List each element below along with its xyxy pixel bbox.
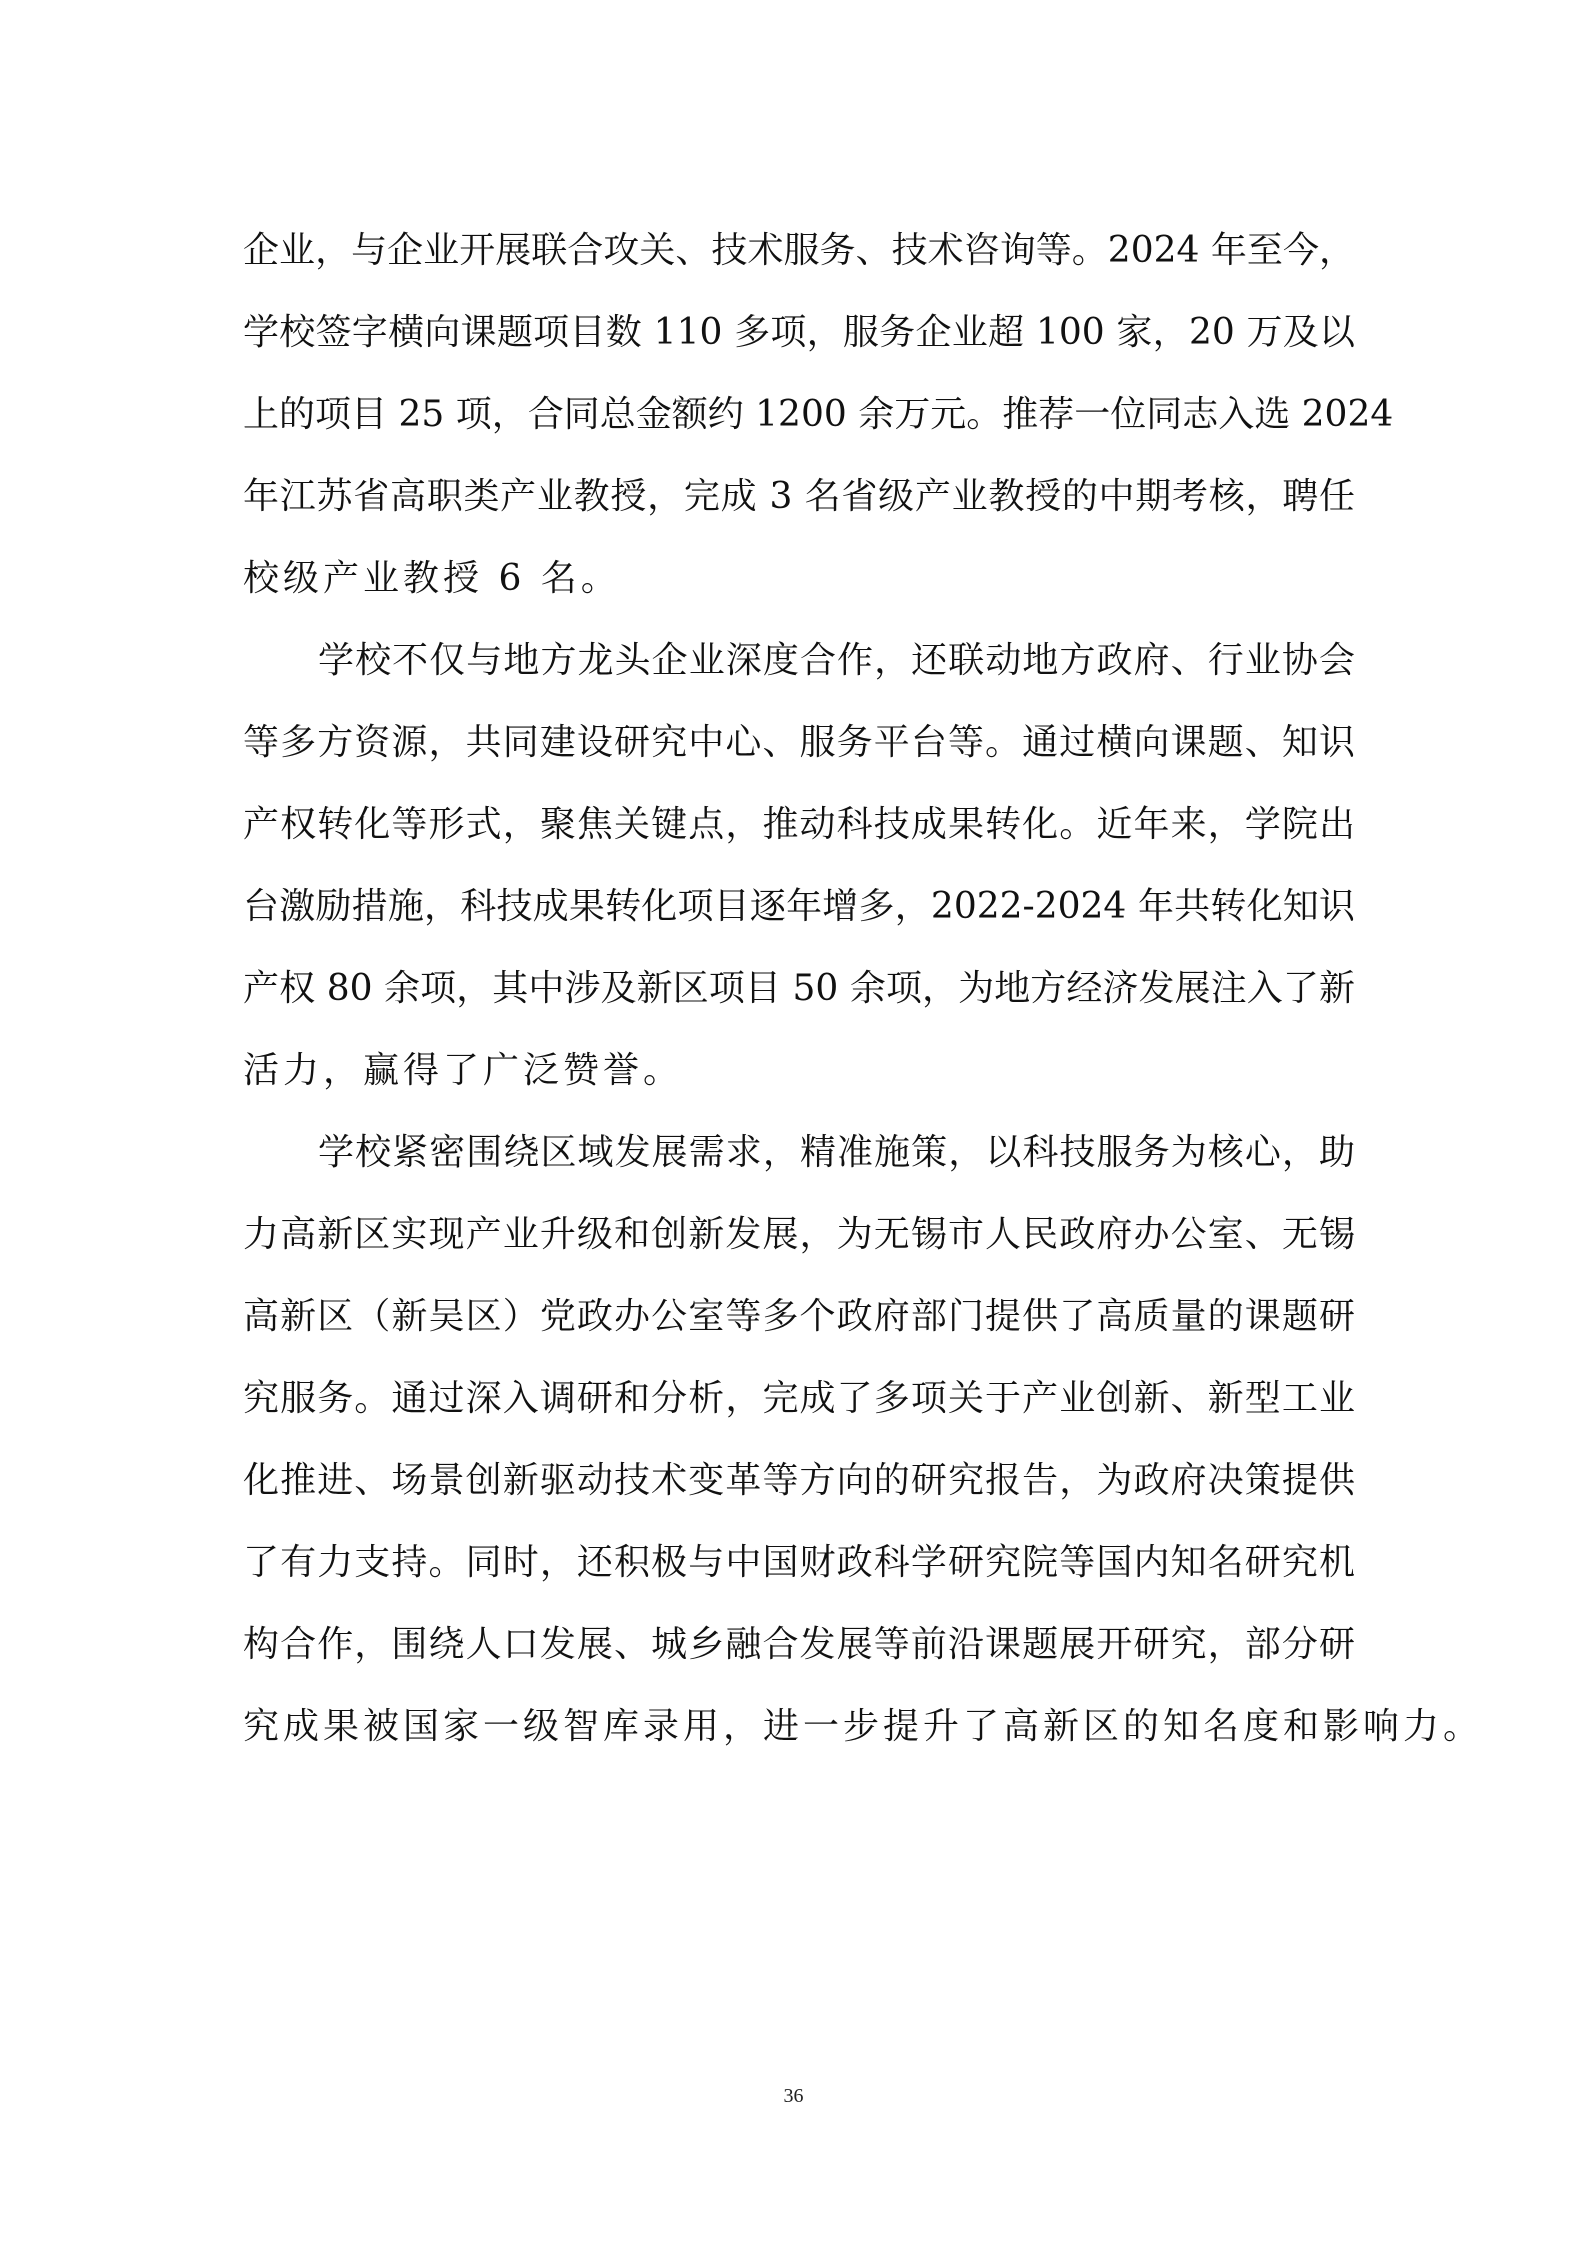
paragraph-1	[243, 210, 1394, 620]
text-line: 究服务。通过深入调研和分析，完成了多项关于产业创新、新型工业	[243, 1378, 1355, 1419]
text-line: 产权转化等形式，聚焦关键点，推动科技成果转化。近年来，学院出	[243, 804, 1355, 845]
page-number: 36	[783, 2085, 804, 2107]
text-line: 年江苏省高职类产业教授，完成 3 名省级产业教授的中期考核，聘任	[243, 476, 1355, 517]
text-line: 构合作，围绕人口发展、城乡融合发展等前沿课题展开研究，部分研	[243, 1624, 1355, 1665]
text-line: 产权 80 余项，其中涉及新区项目 50 余项，为地方经济发展注入了新	[243, 968, 1355, 1009]
paragraph-2	[243, 620, 1355, 1112]
text-line: 活力，赢得了广泛赞誉。	[243, 1050, 684, 1091]
text-line: 学校签字横向课题项目数 110 多项，服务企业超 100 家，20 万及以	[243, 312, 1355, 353]
text-line: 力高新区实现产业升级和创新发展，为无锡市人民政府办公室、无锡	[243, 1214, 1355, 1255]
text-line: 等多方资源，共同建设研究中心、服务平台等。通过横向课题、知识	[243, 722, 1355, 763]
text-line: 究成果被国家一级智库录用，进一步提升了高新区的知名度和影响力。	[243, 1706, 1484, 1747]
text-line: 企业，与企业开展联合攻关、技术服务、技术咨询等。2024 年至今，	[243, 230, 1355, 271]
text-line: 校级产业教授 6 名。	[243, 558, 621, 599]
text-line: 高新区（新吴区）党政办公室等多个政府部门提供了高质量的课题研	[243, 1296, 1355, 1337]
text-line: 上的项目 25 项，合同总金额约 1200 余万元。推荐一位同志入选 2024	[243, 394, 1394, 435]
text-line: 学校不仅与地方龙头企业深度合作，还联动地方政府、行业协会	[318, 640, 1355, 681]
text-line: 化推进、场景创新驱动技术变革等方向的研究报告，为政府决策提供	[243, 1460, 1355, 1501]
text-line: 台激励措施，科技成果转化项目逐年增多，2022-2024 年共转化知识	[243, 886, 1355, 927]
text-line: 了有力支持。同时，还积极与中国财政科学研究院等国内知名研究机	[243, 1542, 1355, 1583]
paragraph-3	[243, 1112, 1484, 1768]
text-line: 学校紧密围绕区域发展需求，精准施策，以科技服务为核心，助	[318, 1132, 1355, 1173]
document-body	[243, 210, 1484, 1768]
